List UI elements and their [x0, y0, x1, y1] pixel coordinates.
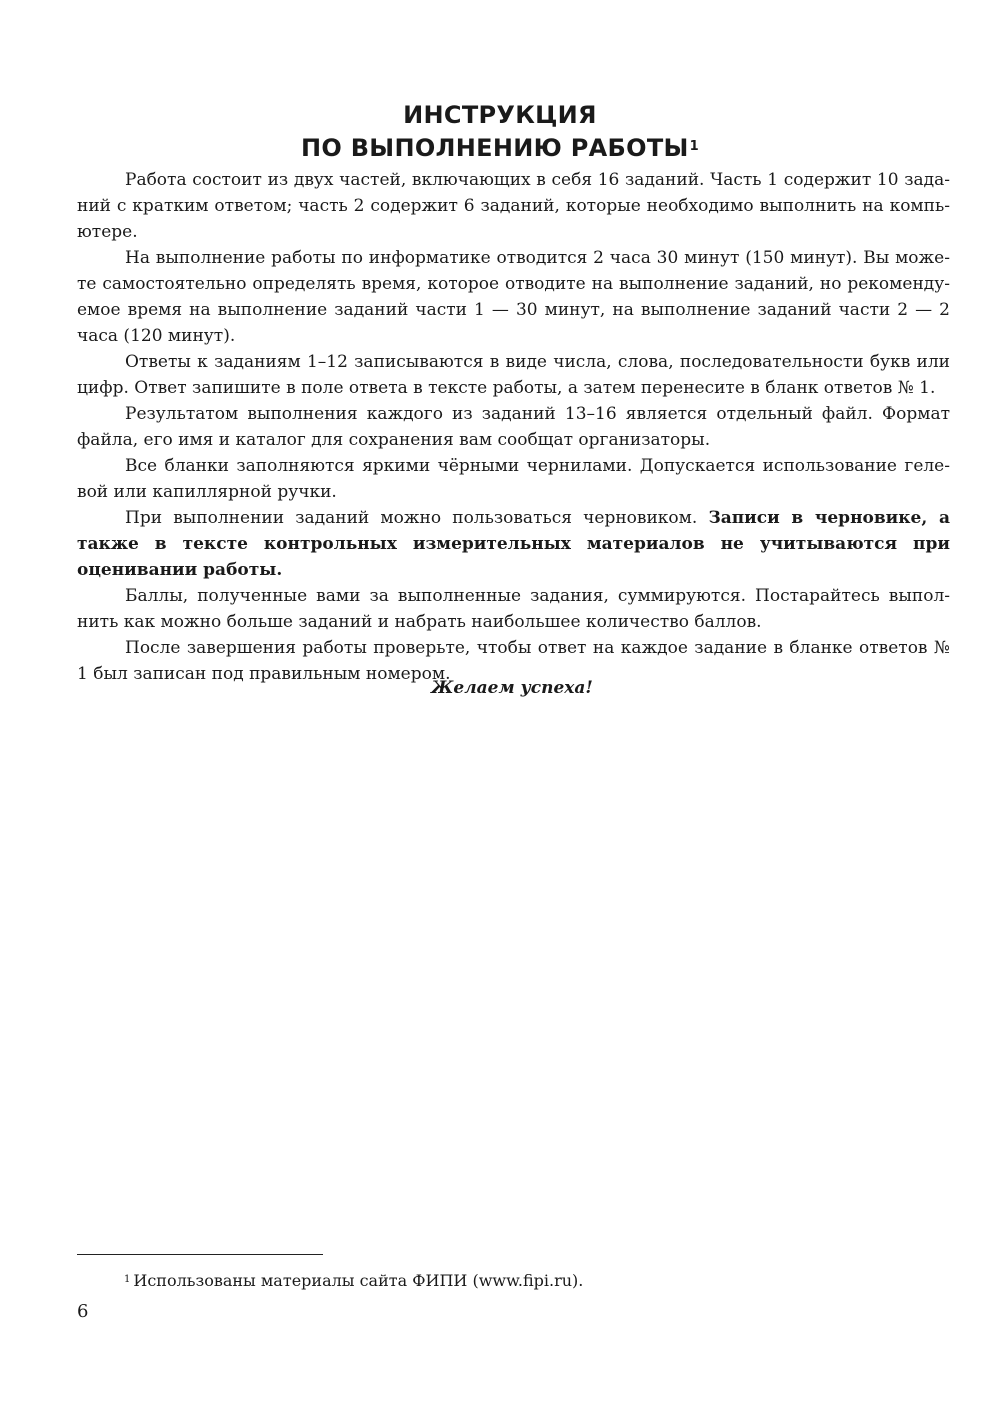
footnote — [124, 1270, 583, 1292]
footnote-text: Использованы материалы сайта ФИПИ (www.fipi.ru). — [133, 1271, 584, 1290]
paragraph-3: Ответы к заданиям 1–12 записываются в виде числа, слова, последовательности букв или цифр. Ответ запишите в поле ответа в тексте работы, а затем перенесите в бланк ответов № 1. — [77, 352, 950, 398]
page-title — [0, 99, 1000, 165]
title-line-2-text: ПО ВЫПОЛНЕНИЮ РАБОТЫ — [300, 134, 689, 163]
footnote-mark: 1 — [124, 1274, 131, 1285]
instruction-body — [77, 167, 950, 687]
paragraph-6 — [77, 505, 950, 583]
paragraph-2: На выполнение работы по информатике отводится 2 часа 30 минут (150 минут). Вы можете самостоятельно определять время, которое отводите на выполнение заданий, но рекомендуемое время на выполнение заданий части 1 — 30 минут, на выполнение заданий части 2 — 2 часа (120 минут). — [77, 248, 950, 346]
paragraph-8: После завершения работы проверьте, чтобы ответ на каждое задание в бланке ответов № 1 был записан под правильным номером. — [77, 638, 950, 684]
paragraph-6-regular: При выполнении заданий можно пользоваться черновиком. — [125, 508, 709, 528]
paragraph-5: Все бланки заполняются яркими чёрными чернилами. Допускается использование гелевой или капиллярной ручки. — [77, 456, 950, 502]
paragraph-4: Результатом выполнения каждого из заданий 13–16 является отдельный файл. Формат файла, его имя и каталог для сохранения вам сообщат организаторы. — [77, 404, 950, 450]
paragraph-6-bold: Записи в черновике, а также в тексте контрольных измерительных материалов не учитываются при оценивании работы. — [77, 508, 950, 580]
title-footnote-mark: 1 — [689, 139, 700, 155]
title-line-2 — [0, 132, 1000, 165]
title-line-1: ИНСТРУКЦИЯ — [403, 101, 597, 130]
page-number: 6 — [77, 1301, 89, 1322]
paragraph-1: Работа состоит из двух частей, включающих в себя 16 заданий. Часть 1 содержит 10 заданий с кратким ответом; часть 2 содержит 6 заданий, которые необходимо выполнить на компьютере. — [77, 170, 950, 242]
paragraph-7: Баллы, полученные вами за выполненные задания, суммируются. Постарайтесь выполнить как можно больше заданий и набрать наибольшее количество баллов. — [77, 586, 950, 632]
footnote-divider — [77, 1254, 323, 1255]
closing-wish: Желаем успеха! — [431, 678, 593, 698]
